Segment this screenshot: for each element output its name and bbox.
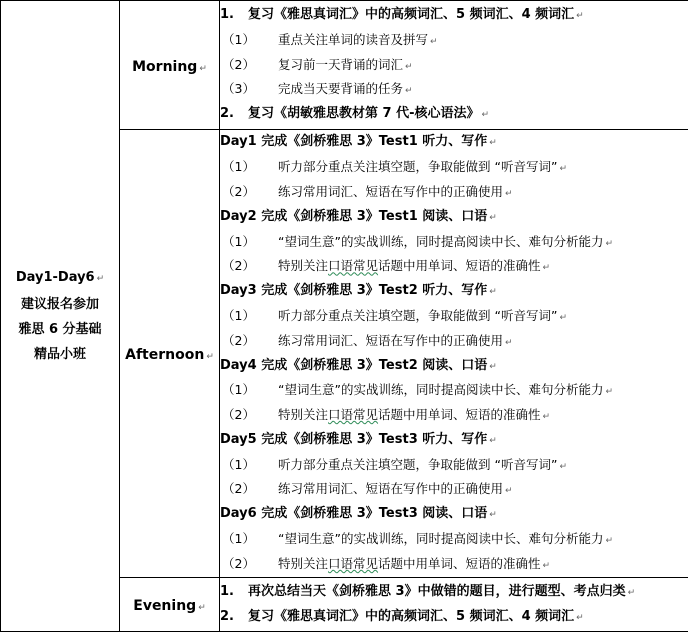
task-line [220, 403, 688, 428]
paragraph-mark: ↵ [627, 587, 636, 598]
item-text: “望词生意”的实战训练，同时提高阅读中长、难句分析能力 [278, 531, 604, 547]
morning-label-cell: Morning ↵ [120, 1, 220, 130]
morning-line [220, 102, 688, 127]
paragraph-mark: ↵ [481, 110, 490, 121]
item-text: 复习前一天背诵的词汇 [278, 56, 404, 72]
afternoon-label: Afternoon [125, 347, 205, 363]
task-line [220, 329, 688, 354]
evening-line [220, 580, 688, 605]
item-text: 听力部分重点关注填空题，争取能做到 “听音写词” [278, 307, 558, 323]
paragraph-mark: ↵ [505, 486, 513, 497]
item-number: （2） [222, 555, 255, 571]
paragraph-mark: ↵ [605, 238, 613, 249]
morning-line [220, 53, 688, 78]
paragraph-mark: ↵ [542, 263, 551, 274]
day-title-text: Day1 完成《剑桥雅思 3》Test1 听力、写作 [220, 134, 488, 150]
paragraph-mark: ↵ [576, 11, 584, 21]
item-number: （1） [222, 531, 255, 547]
paragraph-mark: ↵ [542, 412, 551, 423]
morning-line [220, 3, 688, 28]
day-title [220, 502, 688, 527]
paragraph-mark: ↵ [505, 188, 513, 199]
item-text: 特别关注口语常见话题中用单词、短语的准确性 [278, 258, 541, 274]
item-text: 听力部分重点关注填空题，争取能做到 “听音写词” [278, 456, 558, 472]
paragraph-mark: ↵ [405, 61, 413, 72]
paragraph-mark: ↵ [605, 536, 613, 547]
item-number: （1） [222, 307, 255, 323]
evening-line [220, 605, 688, 630]
period-cell [1, 1, 120, 632]
paragraph-mark: ↵ [489, 287, 497, 298]
task-line [220, 180, 688, 205]
period-line-2: 建议报名参加 [20, 297, 99, 312]
period-line-1: Day1-Day6 [15, 270, 95, 285]
item-number: 2. [220, 608, 234, 624]
evening-label-cell: Evening ↵ [120, 578, 220, 632]
task-line [220, 304, 688, 329]
item-text: 复习《胡敏雅思教材第 7 代-核心语法》 [248, 106, 480, 122]
day-title-text: Day4 完成《剑桥雅思 3》Test2 阅读、口语 [220, 357, 488, 373]
item-number: （1） [222, 382, 255, 398]
task-line [220, 527, 688, 552]
item-number: （2） [222, 481, 255, 497]
item-text: 完成当天要背诵的任务 [278, 81, 404, 97]
day-title [220, 279, 688, 304]
item-text: 重点关注单词的读音及拼写 [278, 31, 429, 47]
item-number: 2. [220, 106, 234, 122]
paragraph-mark: ↵ [489, 510, 497, 521]
day-title-text: Day3 完成《剑桥雅思 3》Test2 听力、写作 [220, 283, 488, 299]
item-number: （1） [222, 233, 255, 249]
paragraph-mark: ↵ [559, 164, 567, 175]
evening-label: Evening [133, 598, 197, 614]
paragraph-mark: ↵ [559, 312, 567, 323]
paragraph-mark: ↵ [489, 212, 497, 223]
afternoon-content [220, 130, 688, 578]
item-text: 练习常用词汇、短语在写作中的正确使用 [278, 481, 504, 497]
item-text: 再次总结当天《剑桥雅思 3》中做错的题目，进行题型、考点归类 [248, 583, 626, 599]
item-text: 复习《雅思真词汇》中的高频词汇、5 频词汇、4 频词汇 [248, 608, 575, 624]
morning-content [220, 1, 688, 130]
period-line-4: 精品小班 [33, 347, 86, 362]
period-line-3: 雅思 6 分基础 [18, 322, 102, 337]
paragraph-mark: ↵ [542, 560, 551, 571]
task-line [220, 552, 688, 577]
day-title-text: Day6 完成《剑桥雅思 3》Test3 阅读、口语 [220, 506, 488, 522]
paragraph-mark: ↵ [430, 36, 438, 47]
period-label: Day1-Day6 ↵ 建议报名参加 雅思 6 分基础 精品小班 [1, 265, 119, 367]
paragraph-mark: ↵ [489, 138, 497, 149]
afternoon-label-cell: Afternoon ↵ [120, 130, 220, 578]
paragraph-mark: ↵ [489, 361, 497, 372]
paragraph-mark: ↵ [605, 387, 613, 398]
morning-line [220, 77, 688, 102]
day-title [220, 428, 688, 453]
item-text: “望词生意”的实战训练，同时提高阅读中长、难句分析能力 [278, 382, 604, 398]
morning-row [1, 1, 688, 130]
item-text: 复习《雅思真词汇》中的高频词汇、5 频词汇、4 频词汇 [248, 7, 575, 22]
day-title [220, 205, 688, 230]
item-number: （1） [222, 456, 255, 472]
item-number: （2） [222, 332, 255, 348]
item-number: （2） [222, 183, 255, 199]
item-number: （3） [222, 81, 255, 97]
task-line [220, 230, 688, 255]
paragraph-mark: ↵ [405, 86, 413, 97]
item-text: 练习常用词汇、短语在写作中的正确使用 [278, 332, 504, 348]
day-title [220, 354, 688, 379]
item-number: （1） [222, 159, 255, 175]
task-line [220, 254, 688, 279]
paragraph-mark: ↵ [576, 612, 584, 623]
task-line [220, 155, 688, 180]
task-line [220, 378, 688, 403]
task-line [220, 453, 688, 478]
day-title-text: Day2 完成《剑桥雅思 3》Test1 阅读、口语 [220, 208, 488, 224]
item-number: （2） [222, 56, 255, 72]
item-number: 1. [220, 583, 234, 599]
item-number: （1） [222, 31, 255, 47]
morning-line [220, 28, 688, 53]
item-number: （2） [222, 407, 255, 423]
item-text: “望词生意”的实战训练，同时提高阅读中长、难句分析能力 [278, 233, 604, 249]
day-title-text: Day5 完成《剑桥雅思 3》Test3 听力、写作 [220, 431, 488, 447]
evening-content [220, 578, 688, 632]
item-number: （2） [222, 258, 255, 274]
item-text: 练习常用词汇、短语在写作中的正确使用 [278, 183, 504, 199]
item-text: 听力部分重点关注填空题，争取能做到 “听音写词” [278, 159, 558, 175]
paragraph-mark: ↵ [505, 337, 513, 348]
task-line [220, 477, 688, 502]
day-title [220, 130, 688, 155]
item-text: 特别关注口语常见话题中用单词、短语的准确性 [278, 407, 541, 423]
morning-label: Morning [132, 58, 198, 75]
paragraph-mark: ↵ [559, 461, 567, 472]
item-text: 特别关注口语常见话题中用单词、短语的准确性 [278, 555, 541, 571]
paragraph-mark: ↵ [489, 435, 497, 446]
item-number: 1. [220, 7, 234, 22]
